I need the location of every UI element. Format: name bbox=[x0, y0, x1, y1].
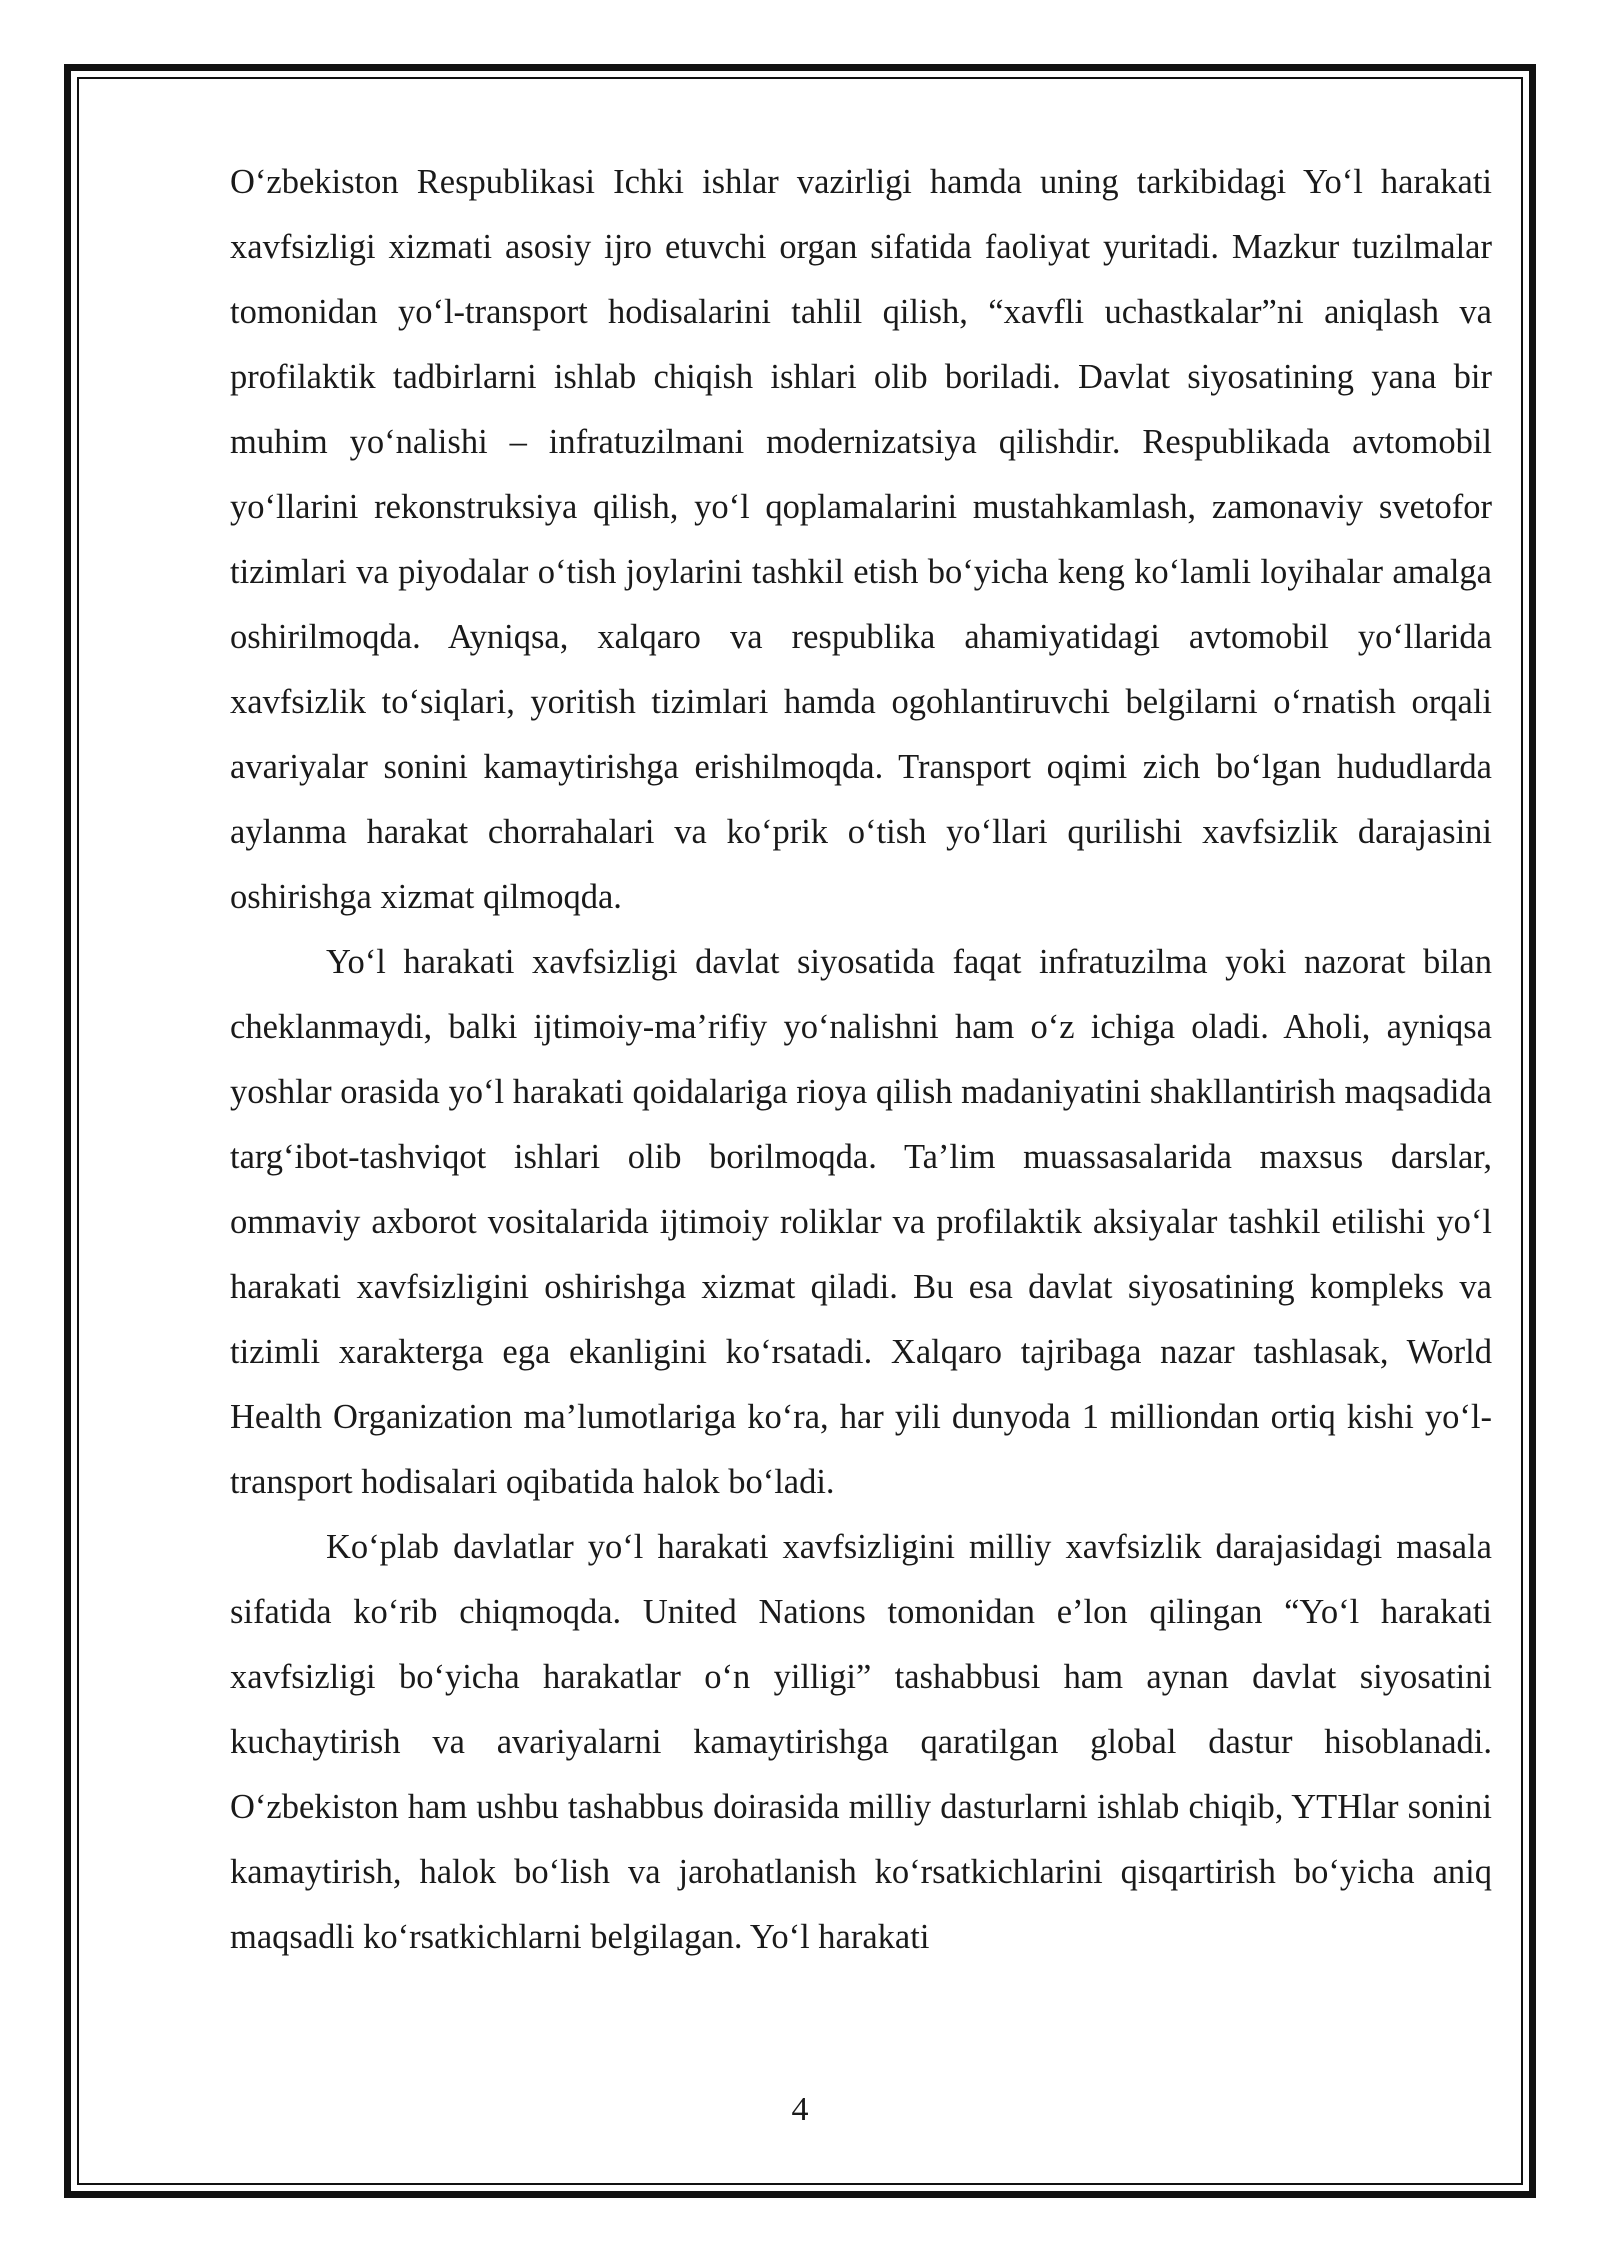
paragraph-2: Yo‘l harakati xavfsizligi davlat siyosatida faqat infratuzilma yoki nazorat bilan cheklanmaydi, balki ijtimoiy-ma’rifiy yo‘nalishni ham o‘z ichiga oladi. Aholi, ayniqsa yoshlar orasida yo‘l harakati qoidalariga rioya qilish madaniyatini shakllantirish maqsadida targ‘ibot-tashviqot ishlari olib borilmoqda. Ta’lim muassasalarida maxsus darslar, ommaviy axborot vositalarida ijtimoiy roliklar va profilaktik aksiyalar tashkil etilishi yo‘l harakati xavfsizligini oshirishga xizmat qiladi. Bu esa davlat siyosatining kompleks va tizimli xarakterga ega ekanligini ko‘rsatadi. Xalqaro tajribaga nazar tashlasak, World Health Organization ma’lumotlariga ko‘ra, har yili dunyoda 1 milliondan ortiq kishi yo‘l-transport hodisalari oqibatida halok bo‘ladi. bbox=[230, 943, 1492, 1501]
paragraph-3: Ko‘plab davlatlar yo‘l harakati xavfsizligini milliy xavfsizlik darajasidagi masala sifatida ko‘rib chiqmoqda. United Nations tomonidan e’lon qilingan “Yo‘l harakati xavfsizligi bo‘yicha harakatlar o‘n yilligi” tashabbusi ham aynan davlat siyosatini kuchaytirish va avariyalarni kamaytirishga qaratilgan global dastur hisoblanadi. O‘zbekiston ham ushbu tashabbus doirasida milliy dasturlarni ishlab chiqib, YTHlar sonini kamaytirish, halok bo‘lish va jarohatlanish ko‘rsatkichlarini qisqartirish bo‘yicha aniq maqsadli ko‘rsatkichlarni belgilagan. Yo‘l harakati bbox=[230, 1528, 1492, 1956]
document-body bbox=[230, 150, 1492, 1970]
paragraph-1: O‘zbekiston Respublikasi Ichki ishlar vazirligi hamda uning tarkibidagi Yo‘l harakati xavfsizligi xizmati asosiy ijro etuvchi organ sifatida faoliyat yuritadi. Mazkur tuzilmalar tomonidan yo‘l-transport hodisalarini tahlil qilish, “xavfli uchastkalar”ni aniqlash va profilaktik tadbirlarni ishlab chiqish ishlari olib boriladi. Davlat siyosatining yana bir muhim yo‘nalishi – infratuzilmani modernizatsiya qilishdir. Respublikada avtomobil yo‘llarini rekonstruksiya qilish, yo‘l qoplamalarini mustahkamlash, zamonaviy svetofor tizimlari va piyodalar o‘tish joylarini tashkil etish bo‘yicha keng ko‘lamli loyihalar amalga oshirilmoqda. Ayniqsa, xalqaro va respublika ahamiyatidagi avtomobil yo‘llarida xavfsizlik to‘siqlari, yoritish tizimlari hamda ogohlantiruvchi belgilarni o‘rnatish orqali avariyalar sonini kamaytirishga erishilmoqda. Transport oqimi zich bo‘lgan hududlarda aylanma harakat chorrahalari va ko‘prik o‘tish yo‘llari qurilishi xavfsizlik darajasini oshirishga xizmat qilmoqda. bbox=[230, 163, 1492, 916]
page-number: 4 bbox=[791, 2091, 809, 2128]
